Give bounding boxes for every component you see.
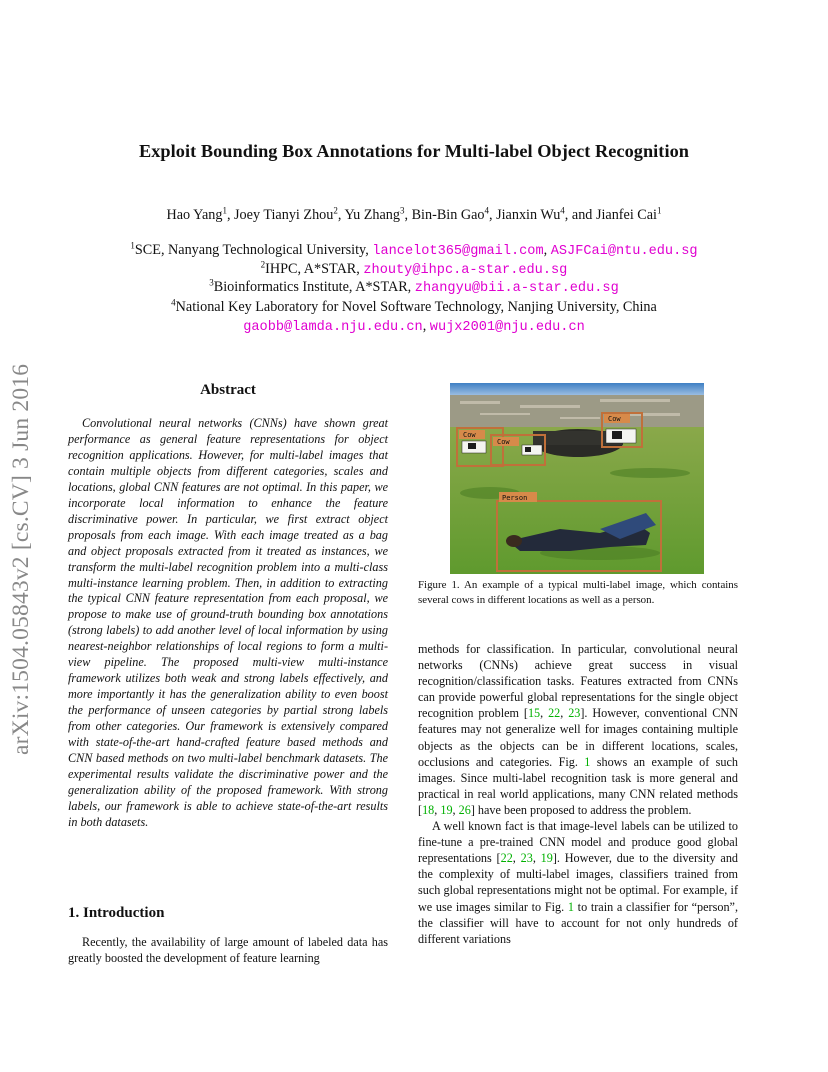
aff-sup: 2 [260,259,266,270]
text-run: , [452,802,459,817]
affiliation-3 [0,278,828,298]
author-name: Yu Zhang [344,207,400,223]
figure-caption: Figure 1. An example of a typical multi-label image, which contains several cows in different locations as well as a person. [418,579,738,606]
text-run: ]. However, conventional CNN features may not generalize well for images containing multiple objects as the objects can be in different locations, scales, occlusions and categories. Fig. [418,706,739,769]
aff-text: National Key Laboratory for Novel Software Technology, Nanjing University, China [175,299,657,315]
paragraph [418,818,738,947]
author-list [0,206,828,225]
citation-link[interactable]: 23 [568,706,581,721]
paper-title: Exploit Bounding Box Annotations for Multi-label Object Recognition [139,141,689,161]
email-link[interactable]: gaobb@lamda.nju.edu.cn [243,320,423,335]
affiliation-4 [0,298,828,317]
email-link[interactable]: zhouty@ihpc.a-star.edu.sg [363,263,568,278]
text-run: shows an example of such images. Since multi-label recognition task is more general and practical in real world applications, many CNN related methods [ [418,754,738,817]
text-run: , [560,706,569,721]
citation-link[interactable]: 22 [548,706,561,721]
citation-link[interactable]: 19 [540,851,553,866]
abstract-heading: Abstract [200,382,256,398]
aff-sep: , [543,242,551,258]
figure-ref-link[interactable]: 1 [584,754,591,769]
aff-text: SCE, Nanyang Technological University, [134,242,373,258]
author-sup: 1 [657,205,662,216]
citation-link[interactable]: 19 [440,802,453,817]
figure-ref-link[interactable]: 1 [567,899,574,914]
aff-sep: , [422,318,430,334]
intro-continued [418,641,738,947]
author-sep: , [337,207,345,223]
text-run: , [434,802,441,817]
text-run: A well known fact is that image-level labels can be utilized to fine-tune a pre-trained CNN model and produce good global representations [ [418,819,738,866]
aff-text: Bioinformatics Institute, A*STAR, [213,279,415,295]
author-sep: , [404,207,412,223]
abstract-text: Convolutional neural networks (CNNs) have shown great performance as general feature representations for object recognition applications. However, for multi-label images that contain multiple objects from different categories, scales and locations, global CNN features are not optimal. In this paper, we incorporate local information to enhance the feature discriminative power. In particular, we first extract object proposals from each image. With each image treated as a bag and object proposals extracted from it treated as instances, we transform the multi-label recognition problem into a multi-class multi-instance learning problem. Then, in addition to extracting the typical CNN feature representation from each proposal, we propose to make use of ground-truth bounding box annotations (strong labels) to add another level of local information by using nearest-neighbor relationships of local regions to form a multi-view pipeline. The proposed multi-view multi-instance framework utilizes both weak and strong labels effectively, and more importantly it has the generalization ability to even boost the performance of unseen categories by partial strong labels from other categories. Our framework is extensively compared with state-of-the-art hand-crafted feature based methods and CNN based methods on two multi-label benchmark datasets. The experimental results validate the discriminative power and the generalization ability of the proposed framework. With strong labels, our framework is able to achieve state-of-the-art results in both datasets. [68,416,388,829]
author-sup: 4 [484,205,489,216]
text-run: , [532,851,541,866]
affiliation-2 [0,260,828,280]
section-heading-introduction: 1. Introduction [68,905,165,921]
text-run: methods for classification. In particular, convolutional neural networks (CNNs) achieve great success in visual recognition/classification tasks. Features extracted from CNNs can provide powerful global representations for the single object recognition problem [ [418,642,738,721]
text-run: , [540,706,549,721]
text-run: ] have been proposed to address the problem. [470,802,692,817]
citation-link[interactable]: 22 [500,851,513,866]
aff-sup: 4 [171,297,176,308]
figure-1-image [450,383,704,574]
author-sep: , [226,207,235,223]
citation-link[interactable]: 23 [520,851,533,866]
email-link[interactable]: ASJFCai@ntu.edu.sg [550,244,698,259]
author-name: Joey Tianyi Zhou [234,207,334,223]
bbox-label-cow: Cow [608,415,621,423]
citation-link[interactable]: 15 [527,706,541,721]
author-name: Bin-Bin Gao [411,207,485,223]
author-name: Hao Yang [166,207,223,223]
affiliation-1 [0,241,828,261]
email-link[interactable]: wujx2001@nju.edu.cn [429,320,585,335]
author-sep: , and [564,207,596,223]
bbox-label-cow: Cow [463,431,476,439]
email-link[interactable]: zhangyu@bii.a-star.edu.sg [414,281,619,296]
aff-sup: 3 [209,277,214,288]
author-sup: 1 [222,205,227,216]
author-sep: , [489,207,497,223]
arxiv-stamp: arXiv:1504.05843v2 [cs.CV] 3 Jun 2016 [8,363,34,755]
citation-link[interactable]: 26 [458,802,471,817]
bbox-label-cow: Cow [497,438,510,446]
author-sup: 3 [400,205,405,216]
paragraph [418,641,738,818]
text-run: ]. However, due to the diversity and the complexity of multi-label images, classifiers trained from such global representations might not be optimal. For example, if we use images similar to Fig. [418,851,739,914]
intro-paragraph: Recently, the availability of large amount of labeled data has greatly boosted the development of feature learning [68,935,388,965]
citation-link[interactable]: 18 [422,802,435,817]
aff-sup: 1 [130,240,135,251]
author-name: Jianfei Cai [595,207,658,223]
email-link[interactable]: lancelot365@gmail.com [372,244,544,259]
text-run: to train a classifier for “person”, the classifier will have to account for not only hundreds of different variations [418,899,738,946]
author-sup: 4 [560,205,565,216]
bbox-label-person: Person [502,494,528,502]
author-name: Jianxin Wu [496,207,561,223]
author-sup: 2 [333,205,338,216]
aff-text: IHPC, A*STAR, [265,261,364,277]
affiliation-4-emails [0,317,828,337]
text-run: , [512,851,521,866]
